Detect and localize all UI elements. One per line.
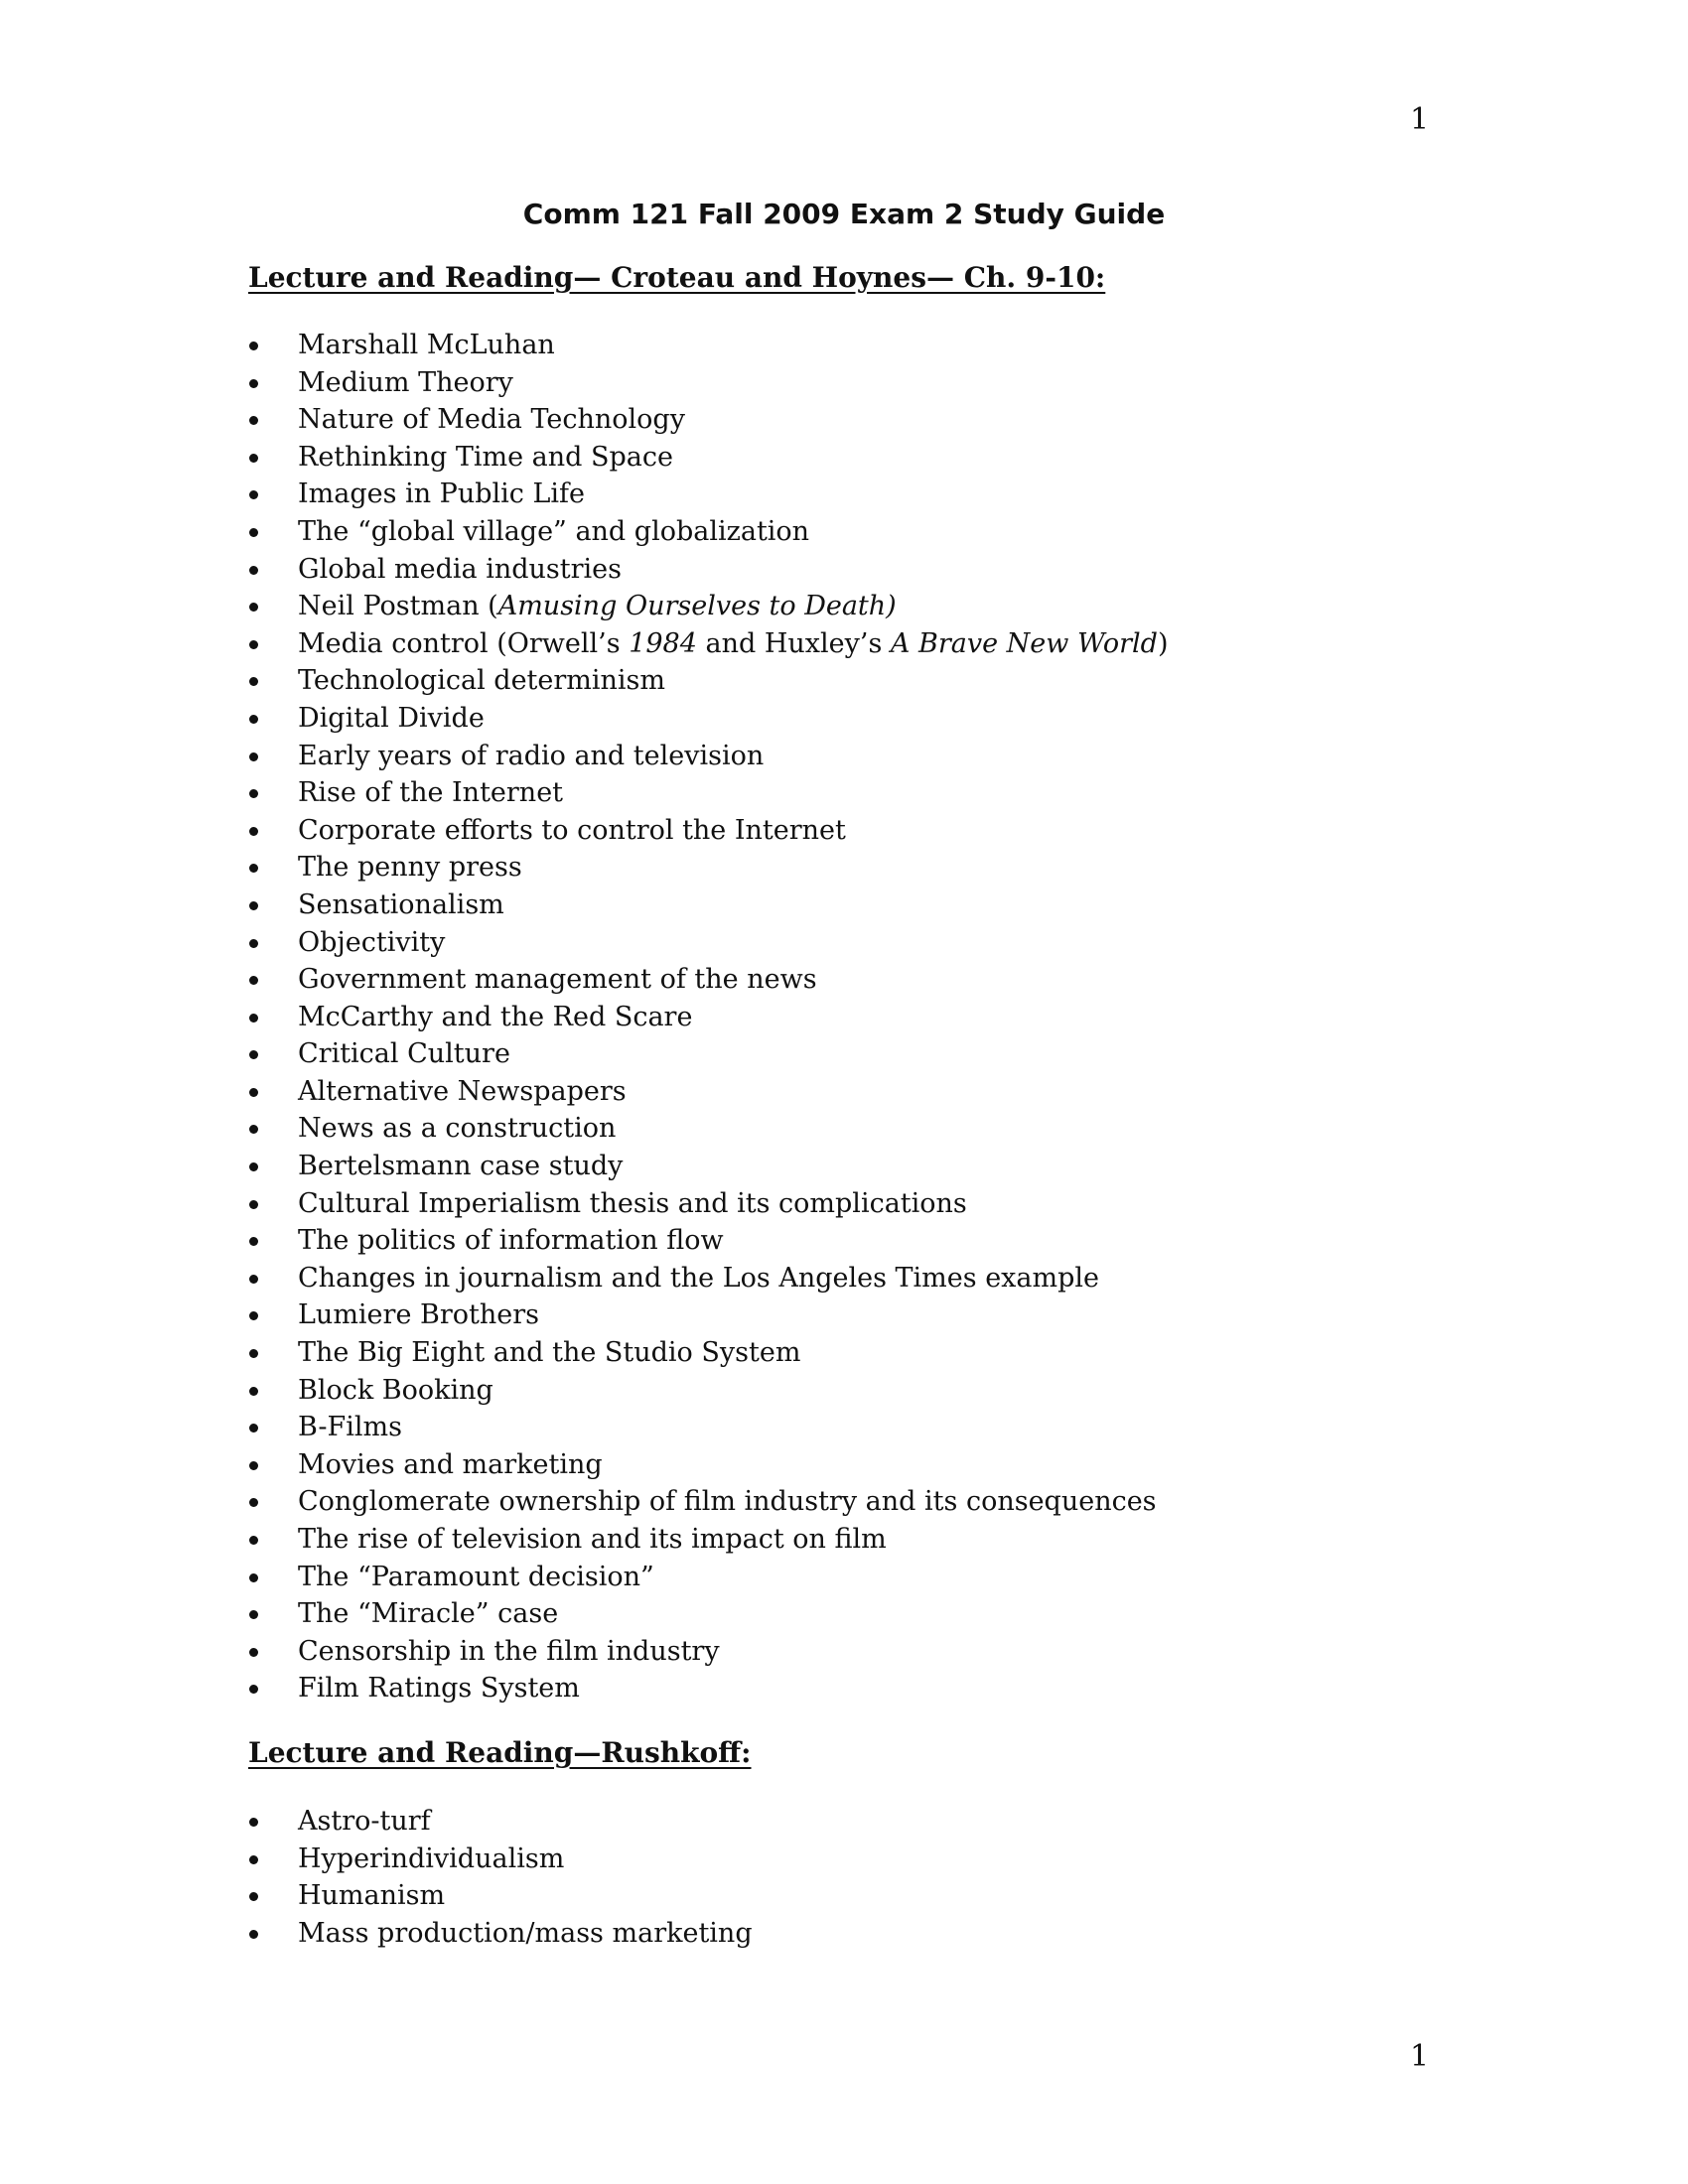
list-item-text (298, 849, 522, 887)
text-segment: Marshall McLuhan (298, 330, 555, 360)
list-item-text (298, 662, 665, 700)
text-segment: B-Films (298, 1412, 402, 1443)
list-item-text (298, 1559, 654, 1596)
list-item-text (298, 1409, 402, 1446)
bullet-dot-icon (249, 1162, 258, 1171)
text-segment: Sensationalism (298, 888, 504, 920)
list-item-text (298, 1877, 445, 1915)
bullet-dot-icon (249, 454, 258, 463)
text-segment: Alternative Newspapers (298, 1075, 627, 1107)
list-item-text (298, 513, 809, 551)
list-item-text (298, 999, 692, 1036)
list-item-text (298, 1073, 627, 1111)
text-segment: Film Ratings System (298, 1673, 580, 1705)
text-segment: Government management of the news (298, 964, 817, 996)
bullet-dot-icon (249, 752, 258, 761)
bullet-dot-icon (249, 1648, 258, 1657)
list-item-text (298, 1035, 510, 1073)
bullet-dot-icon (249, 901, 258, 910)
bullet-dot-icon (249, 1349, 258, 1358)
bullet-dot-icon (249, 640, 258, 649)
text-segment: Digital Divide (298, 702, 485, 734)
italic-title-text: 1984 (629, 627, 697, 659)
list-item-text (298, 327, 555, 364)
list-item-text (298, 738, 764, 775)
page-number-bottom: 1 (1410, 2039, 1430, 2074)
text-segment: The “global village” and globalization (298, 515, 810, 547)
bullet-dot-icon (249, 1014, 258, 1023)
bullet-dot-icon (249, 1930, 258, 1939)
italic-title-text: A Brave New World (890, 627, 1158, 659)
bullet-dot-icon (249, 827, 258, 836)
list-item-text (298, 1483, 1157, 1521)
bullet-dot-icon (249, 1088, 258, 1097)
list-item-text (298, 1372, 493, 1410)
bullet-dot-icon (249, 379, 258, 388)
text-segment: and Huxley’s (696, 627, 891, 659)
bullet-dot-icon (249, 1610, 258, 1619)
list-item-text (298, 812, 846, 850)
text-segment: Changes in journalism and the Los Angeles Times example (298, 1262, 1100, 1294)
text-segment: Neil Postman ( (298, 591, 498, 622)
bullet-dot-icon (249, 1685, 258, 1694)
italic-title-text: Amusing Ourselves to Death) (497, 591, 897, 622)
bullet-dot-icon (249, 603, 258, 612)
list-item-text (298, 1633, 720, 1671)
bullet-dot-icon (249, 976, 258, 985)
text-segment: The “Paramount decision” (298, 1561, 654, 1592)
text-segment: Astro-turf (298, 1806, 431, 1837)
bullet-dot-icon (249, 864, 258, 873)
text-segment: Cultural Imperialism thesis and its complications (298, 1187, 967, 1219)
list-item-text (298, 588, 897, 625)
bullet-dot-icon (249, 1125, 258, 1134)
bullet-dot-icon (249, 939, 258, 948)
text-segment: Nature of Media Technology (298, 404, 685, 436)
list-item-text (298, 700, 485, 738)
bullet-dot-icon (249, 1275, 258, 1284)
text-segment: Critical Culture (298, 1038, 510, 1070)
text-segment: The politics of information flow (298, 1225, 724, 1257)
text-segment: Global media industries (298, 553, 623, 585)
list-item-text (298, 887, 504, 924)
bullet-dot-icon (249, 1200, 258, 1209)
text-segment: The penny press (298, 852, 522, 884)
list-item-text (298, 1260, 1099, 1297)
list-item-text (298, 1915, 753, 1953)
bullet-dot-icon (249, 341, 258, 350)
list-item-text (298, 774, 563, 812)
list-item-text (298, 1185, 967, 1223)
list-item-text (298, 551, 622, 589)
section-heading-croteau-hoynes: Lecture and Reading— Croteau and Hoynes— Ch. 9-10: (248, 261, 1106, 294)
bullet-dot-icon (249, 1311, 258, 1320)
bullet-dot-icon (249, 1573, 258, 1582)
text-segment: Media control (Orwell’s (298, 627, 630, 659)
list-item-text (298, 1803, 431, 1841)
text-segment: News as a construction (298, 1113, 617, 1145)
text-segment: Rise of the Internet (298, 777, 564, 809)
text-segment: Early years of radio and television (298, 740, 765, 771)
bullet-dot-icon (249, 1424, 258, 1433)
bullet-dot-icon (249, 528, 258, 537)
text-segment: McCarthy and the Red Scare (298, 1001, 693, 1032)
list-item-text (298, 439, 673, 477)
text-segment: ) (1157, 627, 1169, 659)
text-segment: Rethinking Time and Space (298, 441, 673, 473)
text-segment: Bertelsmann case study (298, 1151, 624, 1182)
bullet-dot-icon (249, 1855, 258, 1864)
list-item-text (298, 1334, 800, 1372)
list-item-text (298, 625, 1169, 663)
bullet-dot-icon (249, 1387, 258, 1396)
text-segment: The “Miracle” case (298, 1598, 559, 1630)
list-item-text (298, 401, 685, 439)
bullet-dot-icon (249, 1050, 258, 1059)
bullet-dot-icon (249, 1461, 258, 1470)
bullet-dot-icon (249, 677, 258, 686)
text-segment: Block Booking (298, 1374, 493, 1406)
list-item-text (298, 1446, 603, 1484)
text-segment: Conglomerate ownership of film industry and its consequences (298, 1486, 1157, 1518)
text-segment: Humanism (298, 1880, 446, 1912)
text-segment: Technological determinism (298, 665, 666, 697)
bullet-dot-icon (249, 416, 258, 425)
page-number-top: 1 (1410, 102, 1430, 137)
text-segment: Objectivity (298, 926, 446, 958)
list-item-text (298, 476, 585, 513)
list-item-text (298, 924, 445, 962)
list-item-text (298, 1297, 539, 1334)
document-title: Comm 121 Fall 2009 Exam 2 Study Guide (522, 198, 1166, 230)
list-item-text (298, 1521, 887, 1559)
text-segment: The rise of television and its impact on film (298, 1524, 887, 1555)
text-segment: Mass production/mass marketing (298, 1917, 753, 1949)
bullet-dot-icon (249, 1892, 258, 1901)
section-heading-rushkoff: Lecture and Reading—Rushkoff: (248, 1736, 752, 1769)
list-item-text (298, 1110, 616, 1148)
list-item-text (298, 1148, 623, 1185)
text-segment: Movies and marketing (298, 1448, 603, 1480)
bullet-dot-icon (249, 1237, 258, 1246)
list-item-text (298, 1841, 564, 1878)
text-segment: Images in Public Life (298, 478, 586, 510)
bullet-dot-icon (249, 715, 258, 724)
bullet-dot-icon (249, 1536, 258, 1545)
text-segment: Lumiere Brothers (298, 1299, 539, 1331)
bullet-dot-icon (249, 490, 258, 499)
list-item-text (298, 364, 513, 402)
text-segment: Censorship in the film industry (298, 1635, 720, 1667)
bullet-dot-icon (249, 1498, 258, 1507)
list-item-text (298, 961, 817, 999)
text-segment: Corporate efforts to control the Internet (298, 814, 846, 846)
list-item-text (298, 1222, 724, 1260)
text-segment: The Big Eight and the Studio System (298, 1337, 801, 1369)
text-segment: Medium Theory (298, 366, 513, 398)
list-item-text (298, 1670, 580, 1707)
bullet-dot-icon (249, 566, 258, 575)
bullet-dot-icon (249, 1818, 258, 1827)
bullet-dot-icon (249, 789, 258, 798)
list-item-text (298, 1595, 558, 1633)
text-segment: Hyperindividualism (298, 1843, 565, 1874)
